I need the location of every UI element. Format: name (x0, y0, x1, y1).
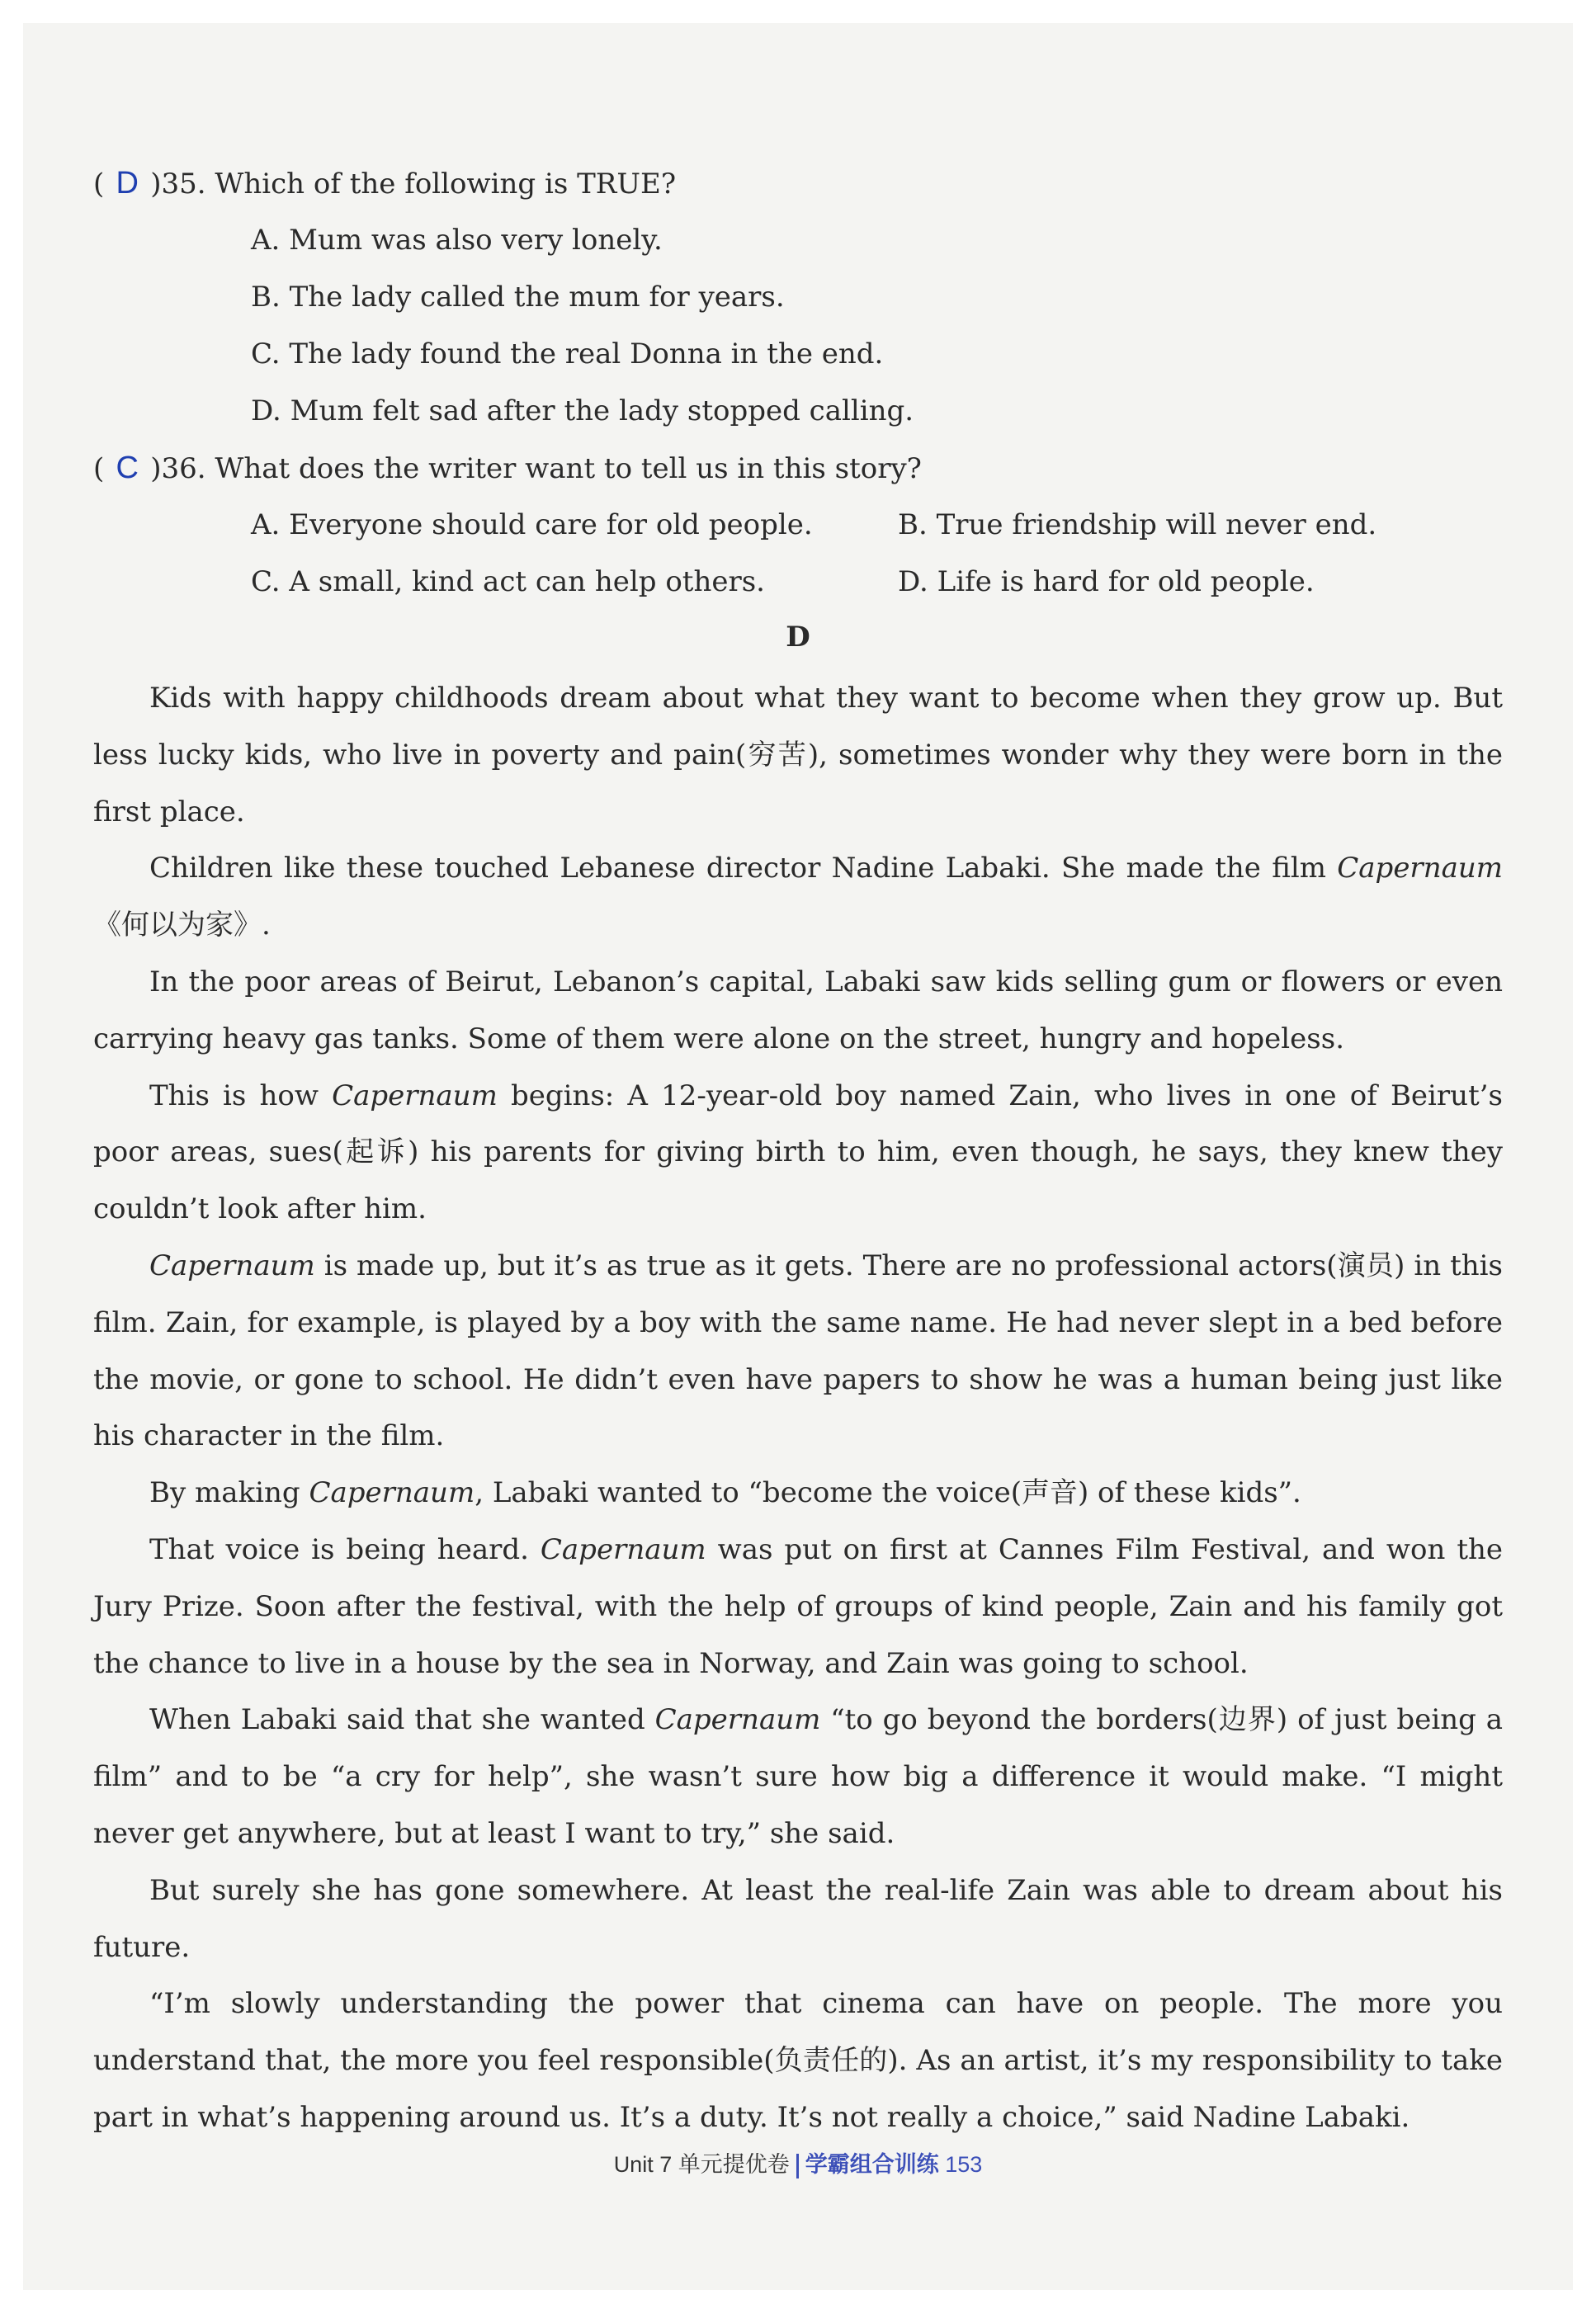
q35-option-b: B. The lady called the mum for years. (251, 281, 785, 314)
q36-option-c: C. A small, kind act can help others. (251, 565, 765, 598)
paragraph-7: That voice is being heard. Capernaum was put on first at Cannes Film Festival, and won the Jury Prize. Soon after the festival, with the help of groups of kind people, Zain and his family got the chance to live in a house by the sea in Norway, and Zain was going to school. (93, 1532, 1503, 1680)
answer-bracket-open: ( (93, 452, 105, 485)
film-title: Capernaum (540, 1532, 706, 1566)
paragraph-9: But surely she has gone somewhere. At least the real-life Zain was able to dream about his future. (93, 1873, 1503, 1964)
q36-option-b: B. True friendship will never end. (898, 508, 1377, 541)
paragraph-3: In the poor areas of Beirut, Lebanon’s capital, Labaki saw kids selling gum or flowers or even carrying heavy gas tanks. Some of them were alone on the street, hungry and hopeless. (93, 965, 1503, 1055)
film-title: Capernaum (149, 1249, 315, 1282)
film-title: Capernaum (654, 1703, 821, 1737)
question-number-36: )36. (150, 452, 206, 485)
film-title: Capernaum (1337, 852, 1503, 885)
page-number: 153 (945, 2152, 983, 2177)
reading-passage (93, 670, 1503, 2146)
paragraph-6: By making Capernaum, Labaki wanted to “become the voice(声音) of these kids”. (149, 1476, 1301, 1510)
question-stem-36: What does the writer want to tell us in this story? (215, 452, 922, 485)
question-35 (93, 167, 676, 201)
section-title: D (786, 621, 810, 654)
q35-option-d: D. Mum felt sad after the lady stopped calling. (251, 394, 914, 427)
footer-unit: Unit 7 单元提优卷 (613, 2152, 790, 2177)
film-title: Capernaum (309, 1476, 475, 1510)
question-36 (93, 451, 922, 485)
page-footer (0, 2150, 1596, 2179)
q35-option-c: C. The lady found the real Donna in the end. (251, 338, 884, 371)
paragraph-5: Capernaum is made up, but it’s as true as it gets. There are no professional actors(演员) in this film. Zain, for example, is played by a boy with the same name. He had never slept in a bed before the movie, or gone to school. He didn’t even have papers to show he was a human being just like his character in the film. (93, 1249, 1503, 1453)
paragraph-10: “I’m slowly understanding the power that cinema can have on people. The more you understand that, the more you feel responsible(负责任的). As an artist, it’s my responsibility to take part in what’s happening around us. It’s a duty. It’s not really a choice,” said Nadine Labaki. (93, 1987, 1503, 2134)
paragraph-8: When Labaki said that she wanted Capernaum “to go beyond the borders(边界) of just being a film” and to be “a cry for help”, she wasn’t sure how big a difference it would make. “I might never get anywhere, but at least I want to try,” she said. (93, 1703, 1503, 1850)
q36-option-a: A. Everyone should care for old people. (251, 508, 813, 541)
film-title: Capernaum (332, 1079, 498, 1112)
answer-bracket-open: ( (93, 168, 105, 201)
answer-35: D (116, 166, 139, 201)
q36-option-d: D. Life is hard for old people. (898, 565, 1315, 598)
answer-36: C (116, 451, 139, 485)
paragraph-1: Kids with happy childhoods dream about what they want to become when they grow up. But less lucky kids, who live in poverty and pain(穷苦), sometimes wonder why they were born in the first place. (93, 682, 1503, 828)
footer-divider (796, 2154, 799, 2178)
question-stem-35: Which of the following is TRUE? (215, 168, 677, 201)
q35-option-a: A. Mum was also very lonely. (251, 224, 663, 257)
footer-series: 学霸组合训练 (805, 2152, 939, 2177)
question-number-35: )35. (150, 168, 206, 201)
paragraph-2: Children like these touched Lebanese director Nadine Labaki. She made the film Capernaum《何以为家》. (93, 852, 1503, 942)
paragraph-4: This is how Capernaum begins: A 12-year-old boy named Zain, who lives in one of Beirut’s poor areas, sues(起诉) his parents for giving birth to him, even though, he says, they knew they couldn’t look after him. (93, 1079, 1503, 1226)
